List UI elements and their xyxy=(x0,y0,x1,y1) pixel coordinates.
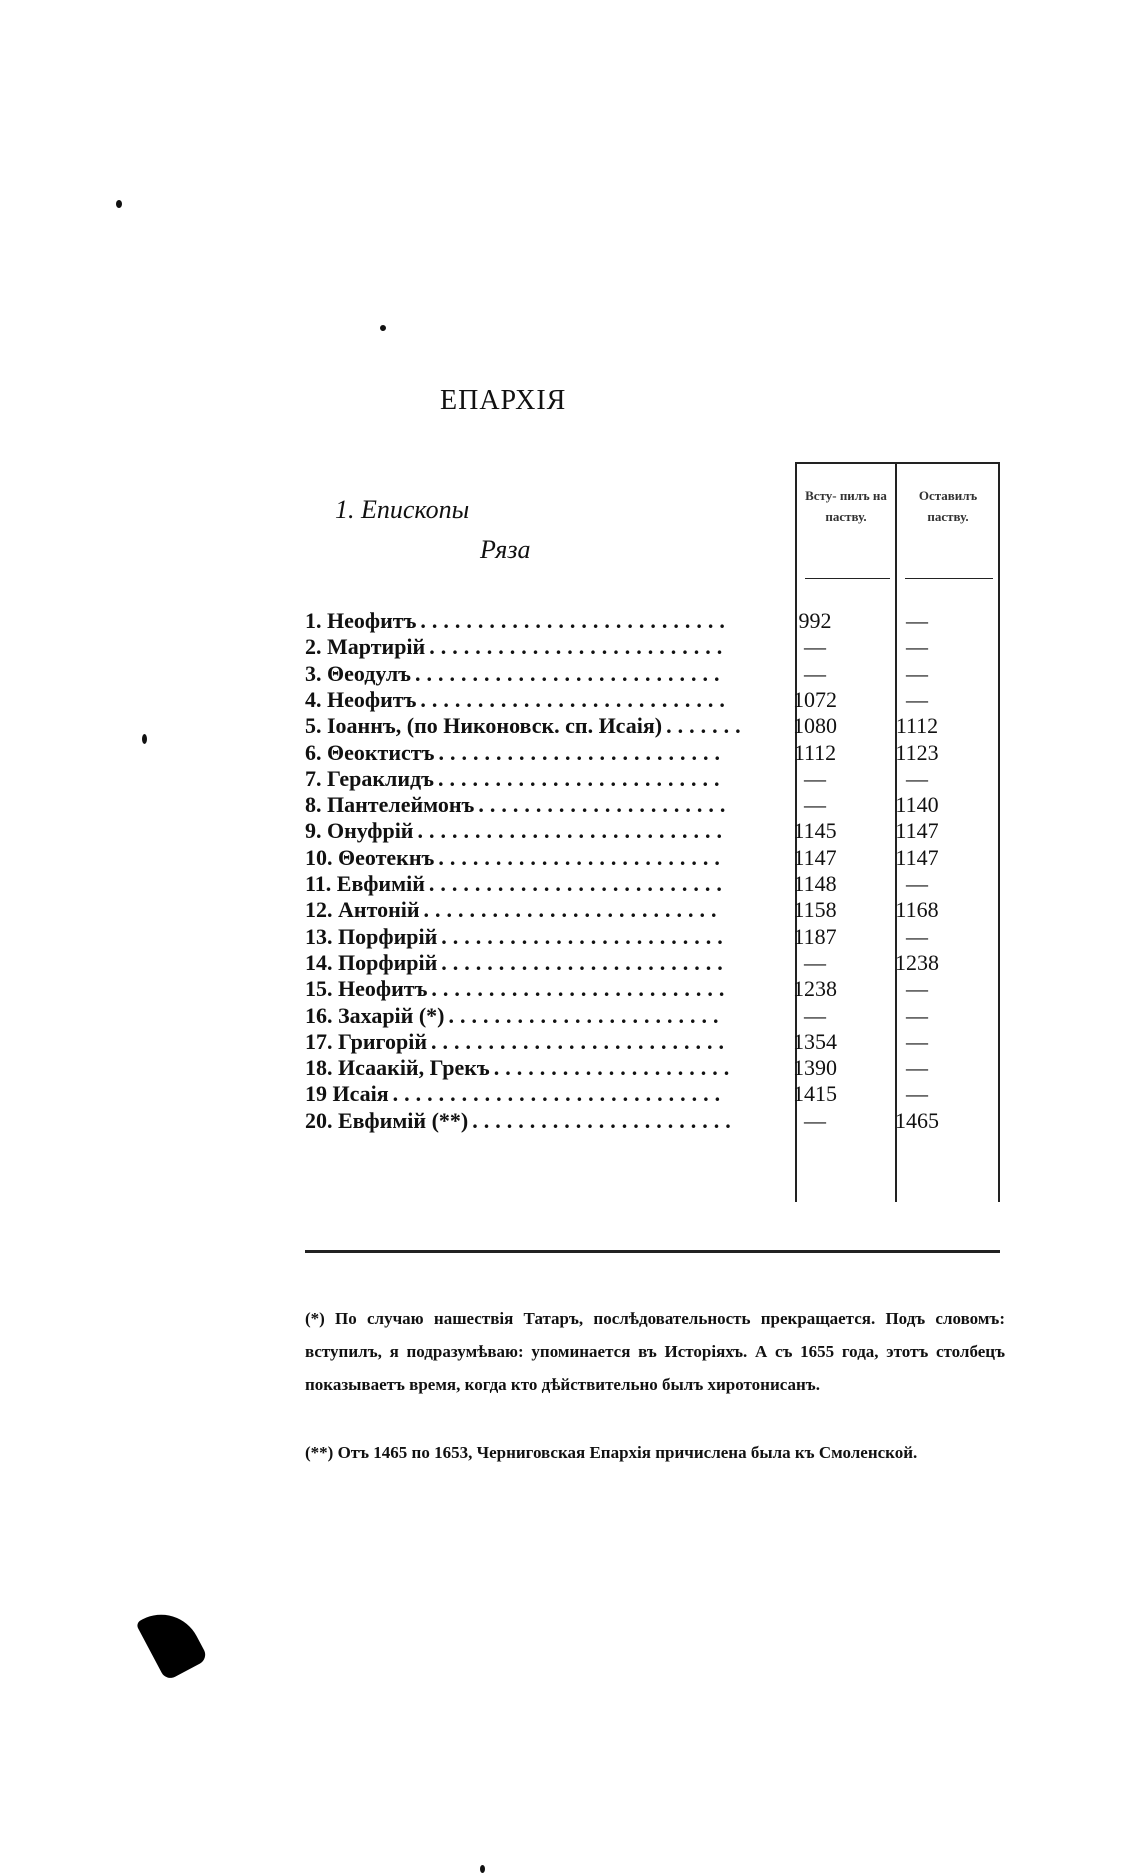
footnote-1: (*) По случаю нашествія Татаръ, послѣдовательность прекращается. Подъ словомъ: вступилъ, я подразумѣваю: упоминается въ Исторіяхъ. А съ 1655 года, этотъ столбецъ показываетъ время, когда кто дѣйствительно былъ хиротонисанъ. xyxy=(305,1309,1005,1394)
scan-speck xyxy=(380,325,386,331)
left-year: 1168 xyxy=(895,897,939,923)
leader-dots: ......................... xyxy=(441,923,729,949)
bishop-name: 5. Іоаннъ, (по Никоновск. сп. Исаія) xyxy=(305,713,663,739)
left-year: 1147 xyxy=(895,844,939,870)
bishop-name: 10. Θеотекнъ xyxy=(305,844,435,870)
entered-year: 1112 xyxy=(793,739,837,765)
left-year: 1147 xyxy=(895,818,939,844)
table-row xyxy=(305,845,1005,871)
bishop-name: 18. Исаакій, Грекъ xyxy=(305,1055,490,1081)
table-header-rule-2 xyxy=(905,578,993,579)
bishop-name: 17. Григорій xyxy=(305,1028,427,1054)
left-year: — xyxy=(906,686,928,712)
leader-dots: ......................... xyxy=(437,765,726,791)
entered-year: 1187 xyxy=(793,923,837,949)
table-row xyxy=(305,740,1005,766)
section-subheading: Ряза xyxy=(480,535,531,564)
table-row xyxy=(305,792,1005,818)
bishop-name: 6. Θеоктистъ xyxy=(305,739,435,765)
left-year: — xyxy=(906,976,928,1002)
leader-dots: ........................... xyxy=(417,818,728,844)
column-header-left: Оставилъ паству. xyxy=(918,488,978,524)
leader-dots: ...................... xyxy=(478,792,732,818)
bishop-name: 2. Мартирій xyxy=(305,634,426,660)
leader-dots: ........................... xyxy=(420,608,731,633)
bishop-name: 12. Антоній xyxy=(305,897,420,923)
table-row xyxy=(305,1003,1005,1029)
leader-dots: ..................... xyxy=(493,1055,736,1081)
bishop-name: 15. Неофитъ xyxy=(305,976,428,1002)
scan-speck xyxy=(116,200,122,208)
left-year: — xyxy=(906,608,928,633)
bishop-name: 7. Гераклидъ xyxy=(305,765,434,791)
bishop-name: 4. Неофитъ xyxy=(305,686,417,712)
section-heading: 1. Епископы xyxy=(335,495,470,524)
table-top-rule xyxy=(795,462,1000,464)
footnote-2: (**) Отъ 1465 по 1653, Черниговская Епархія причислена была къ Смоленской. xyxy=(305,1443,918,1462)
entered-year: 1148 xyxy=(793,871,837,896)
entered-year: 1415 xyxy=(793,1081,837,1107)
footnote-divider xyxy=(305,1250,1000,1253)
page-title: ЕПАРХІЯ xyxy=(440,385,567,416)
left-year: — xyxy=(906,765,928,791)
left-year: 1112 xyxy=(895,713,939,739)
left-year: — xyxy=(906,1081,928,1107)
entered-year: 1158 xyxy=(793,897,837,923)
left-year: 1465 xyxy=(895,1107,939,1133)
bishop-name: 16. Захарій (*) xyxy=(305,1002,445,1028)
entered-year: 1072 xyxy=(793,686,837,712)
table-row xyxy=(305,608,1005,634)
leader-dots: .......................... xyxy=(431,976,731,1002)
left-year: — xyxy=(906,634,928,660)
entered-year: — xyxy=(804,949,826,975)
entered-year: 1390 xyxy=(793,1055,837,1081)
table-row xyxy=(305,818,1005,844)
entered-year: 1354 xyxy=(793,1028,837,1054)
entered-year: — xyxy=(804,1002,826,1028)
table-row xyxy=(305,950,1005,976)
left-year: 1123 xyxy=(895,739,939,765)
leader-dots: ........................... xyxy=(415,660,726,686)
entered-year: — xyxy=(804,634,826,660)
table-row xyxy=(305,1029,1005,1055)
table-row xyxy=(305,871,1005,897)
bishop-name: 11. Евфимій xyxy=(305,871,425,896)
leader-dots: ............................. xyxy=(392,1081,727,1107)
table-row xyxy=(305,1055,1005,1081)
leader-dots: .......................... xyxy=(431,1028,730,1054)
bishop-name: 13. Порфирій xyxy=(305,923,438,949)
leader-dots: ......................... xyxy=(441,949,729,975)
left-year: — xyxy=(906,923,928,949)
entered-year: — xyxy=(804,765,826,791)
left-year: — xyxy=(906,1002,928,1028)
bishop-name: 14. Порфирій xyxy=(305,949,438,975)
table-row xyxy=(305,766,1005,792)
left-year: — xyxy=(906,1055,928,1081)
entered-year: — xyxy=(804,660,826,686)
bishop-name: 20. Евфимій (**) xyxy=(305,1107,469,1133)
table-row xyxy=(305,687,1005,713)
bishop-name: 3. Θеодулъ xyxy=(305,660,411,686)
leader-dots: .......................... xyxy=(429,634,729,660)
scan-speck xyxy=(142,734,147,744)
table-row xyxy=(305,661,1005,687)
entered-year: 1238 xyxy=(793,976,837,1002)
table-row xyxy=(305,1108,1005,1134)
table-row xyxy=(305,924,1005,950)
table-row xyxy=(305,1081,1005,1107)
entered-year: — xyxy=(804,1107,826,1133)
entered-year: 992 xyxy=(798,608,832,633)
leader-dots: ........................... xyxy=(420,686,731,712)
table-header-rule xyxy=(805,578,890,579)
entered-year: — xyxy=(804,792,826,818)
bishop-name: 9. Онуфрій xyxy=(305,818,414,844)
leader-dots: ....... xyxy=(666,713,747,739)
left-year: — xyxy=(906,871,928,896)
bishop-name: 1. Неофитъ xyxy=(305,608,417,633)
table-row xyxy=(305,897,1005,923)
entered-year: 1080 xyxy=(793,713,837,739)
table-row xyxy=(305,976,1005,1002)
table-row xyxy=(305,634,1005,660)
scan-blot xyxy=(135,1601,208,1682)
leader-dots: ....................... xyxy=(472,1107,737,1133)
leader-dots: ......................... xyxy=(438,739,726,765)
entered-year: 1145 xyxy=(793,818,837,844)
left-year: 1238 xyxy=(895,949,939,975)
column-header-entered: Всту- пилъ на паству. xyxy=(805,488,887,524)
entered-year: 1147 xyxy=(793,844,837,870)
left-year: — xyxy=(906,660,928,686)
bishop-name: 8. Пантелеймонъ xyxy=(305,792,475,818)
table-row xyxy=(305,713,1005,739)
scan-speck xyxy=(480,1865,485,1873)
left-year: 1140 xyxy=(895,792,939,818)
left-year: — xyxy=(906,1028,928,1054)
leader-dots: ......................... xyxy=(438,844,726,870)
bishop-name: 19 Исаія xyxy=(305,1081,389,1107)
leader-dots: .......................... xyxy=(423,897,723,923)
leader-dots: .......................... xyxy=(428,871,728,896)
leader-dots: ........................ xyxy=(448,1002,725,1028)
